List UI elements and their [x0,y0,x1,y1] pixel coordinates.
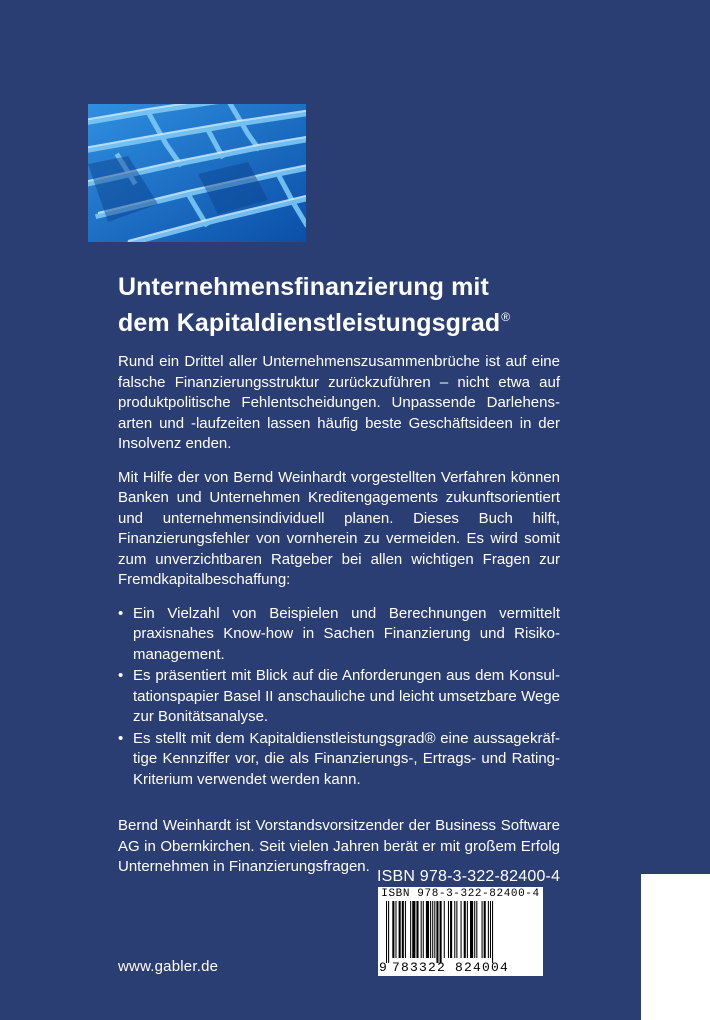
maze-cover-image [88,104,306,242]
barcode-bar [395,901,396,958]
author-bio: Bernd Weinhardt ist Vorstandsvorsitzender der Business Software AG in Obernkirchen. Seit vielen Jahren berät er mit großem Erfolg Unternehmen in Finanzierungsfragen. [118,817,560,875]
barcode-bar [474,901,475,958]
barcode-bar [456,901,457,958]
paragraph-method: Mit Hilfe der von Bernd Weinhardt vorgestellten Verfahren können Banken und Unternehmen Kreditengagements zukunftsorientiert und unternehmensindividuell planen. Dieses Buch hilft, Finanzierungsfehler von vornherein zu vermeiden. Es wird somit zum unverzichtbaren Ratgeber bei allen wichtigen Fragen zur Fremdkapitalbeschaffung: [118,468,560,588]
feature-item [118,666,560,728]
barcode-bar [484,901,486,958]
barcode-bar [405,901,406,958]
barcode-bar [467,901,468,958]
barcode-isbn-text: ISBN 978-3-322-82400-4 [381,888,540,900]
barcode-bar [444,901,445,958]
barcode-bar [461,901,462,958]
barcode-bar [436,901,438,963]
barcode-bar [399,901,401,958]
barcode-bar [490,901,491,958]
barcode-bar [402,901,404,958]
blank-label-area [641,874,710,1020]
maze-illustration [88,104,306,242]
barcode-bar [434,901,435,958]
barcode-bar [488,901,489,958]
feature-text: Es präsentiert mit Blick auf die Anforderungen aus dem Konsultationspapier Basel II anschauliche und leicht umsetzbare Wege zur Bonitätsanalyse. [133,667,560,725]
barcode-bar [386,901,387,963]
feature-list [118,604,560,791]
barcode-bars [384,901,537,963]
bullet-icon: • [118,604,124,622]
barcode-bar [412,901,415,958]
barcode-bar [421,901,422,958]
barcode-bar [464,901,466,958]
barcode-bar [454,901,455,958]
publisher-website: www.gabler.de [118,958,219,975]
feature-text: Ein Vielzahl von Beispielen und Berechnungen vermittelt praxisnahes Know-how in Sachen Finanzierung und Risikomanagement. [133,604,560,663]
barcode-bar [448,901,449,958]
feature-text: Es stellt mit dem Kapitaldienstleistungsgrad® eine aussagekräftige Kennziffer vor, die als Finanzierungs-, Ertrags- und Rating-Kriterium verwendet werden kann. [133,729,560,788]
paragraph-intro: Rund ein Drittel aller Unternehmenszusammenbrüche ist auf eine falsche Finanzierungsstruktur zurückzuführen – nicht etwa auf produktpolitische Fehlentscheidungen. Unpassende Darlehensarten und -laufzeiten lassen häufig beste Geschäftsideen in der Insolvenz enden. [118,353,560,452]
barcode-bar [482,901,483,958]
book-title [118,272,638,338]
barcode-bar [432,901,433,958]
title-line-1: Unternehmensfinanzierung mit [118,273,489,301]
barcode-bar [426,901,429,958]
barcode-bar [470,901,473,958]
isbn-label: ISBN 978-3-322-82400-4 [377,868,561,885]
barcode-bar [410,901,411,958]
barcode-digits-rest: 783322 824004 [392,960,510,975]
barcode-bar [440,901,442,963]
barcode-digit-first: 9 [379,960,389,975]
barcode-bar [492,901,493,963]
barcode-bar [388,901,389,963]
barcode-bar [450,901,452,958]
bullet-icon: • [118,729,124,747]
barcode-bar [430,901,431,958]
barcode-bar [423,901,424,958]
registered-mark: ® [501,310,511,324]
feature-item [118,604,560,666]
barcode-bar [476,901,477,958]
barcode-bar [416,901,418,958]
barcode-bar [392,901,394,958]
feature-item [118,729,560,791]
title-line-2 [118,302,638,338]
title-line-2-text: dem Kapitaldienstleistungsgrad [118,309,501,337]
barcode [378,887,543,976]
bullet-icon: • [118,667,124,684]
blurb [118,352,560,891]
